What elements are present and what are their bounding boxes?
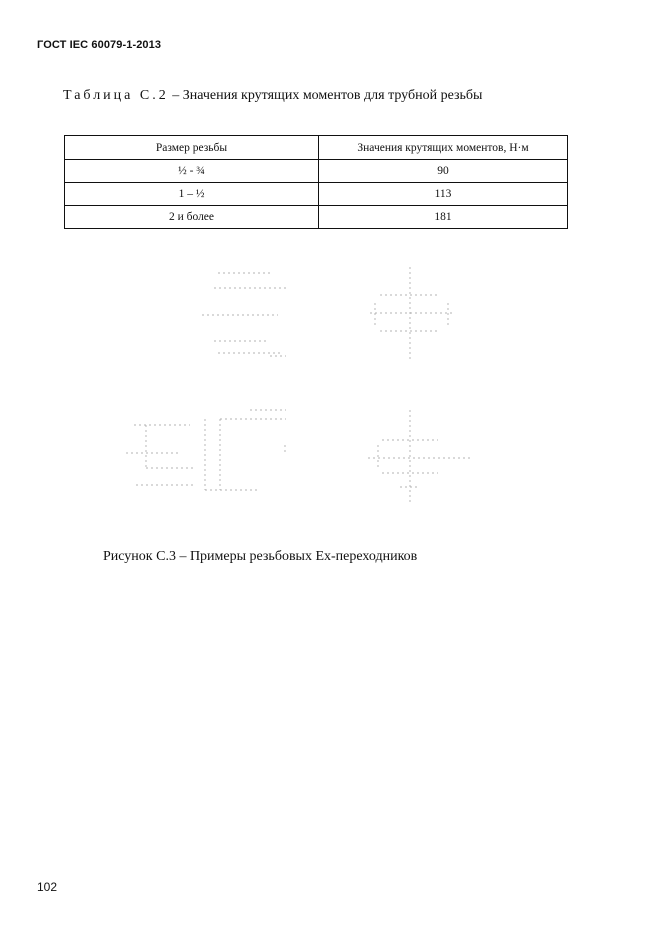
adapter-drawing-end-2 (368, 410, 470, 505)
cell-torque: 90 (319, 160, 568, 183)
torque-table (64, 135, 568, 229)
cell-thread-size: ½ - ¾ (65, 160, 319, 183)
cell-torque: 113 (319, 183, 568, 206)
column-header-thread-size: Размер резьбы (65, 136, 319, 160)
cell-thread-size: 1 – ½ (65, 183, 319, 206)
page-number: 102 (37, 880, 58, 894)
table-title (63, 88, 482, 104)
table-row (65, 206, 568, 229)
table-row (65, 160, 568, 183)
table-row (65, 183, 568, 206)
table-title-prefix: Таблица С.2 (63, 88, 169, 103)
adapter-drawings (110, 255, 490, 525)
figure-caption: Рисунок С.3 – Примеры резьбовых Ех-переходников (103, 549, 418, 564)
table-title-text: – Значения крутящих моментов для трубной резьбы (168, 88, 483, 103)
adapter-drawing-side-1 (202, 273, 286, 356)
cell-thread-size: 2 и более (65, 206, 319, 229)
column-header-torque: Значения крутящих моментов, Н·м (319, 136, 568, 160)
cell-torque: 181 (319, 206, 568, 229)
adapter-drawing-end-1 (370, 267, 455, 360)
document-header: ГОСТ IEC 60079-1-2013 (37, 39, 162, 51)
adapter-drawing-side-2 (126, 410, 286, 490)
table-header-row (65, 136, 568, 160)
